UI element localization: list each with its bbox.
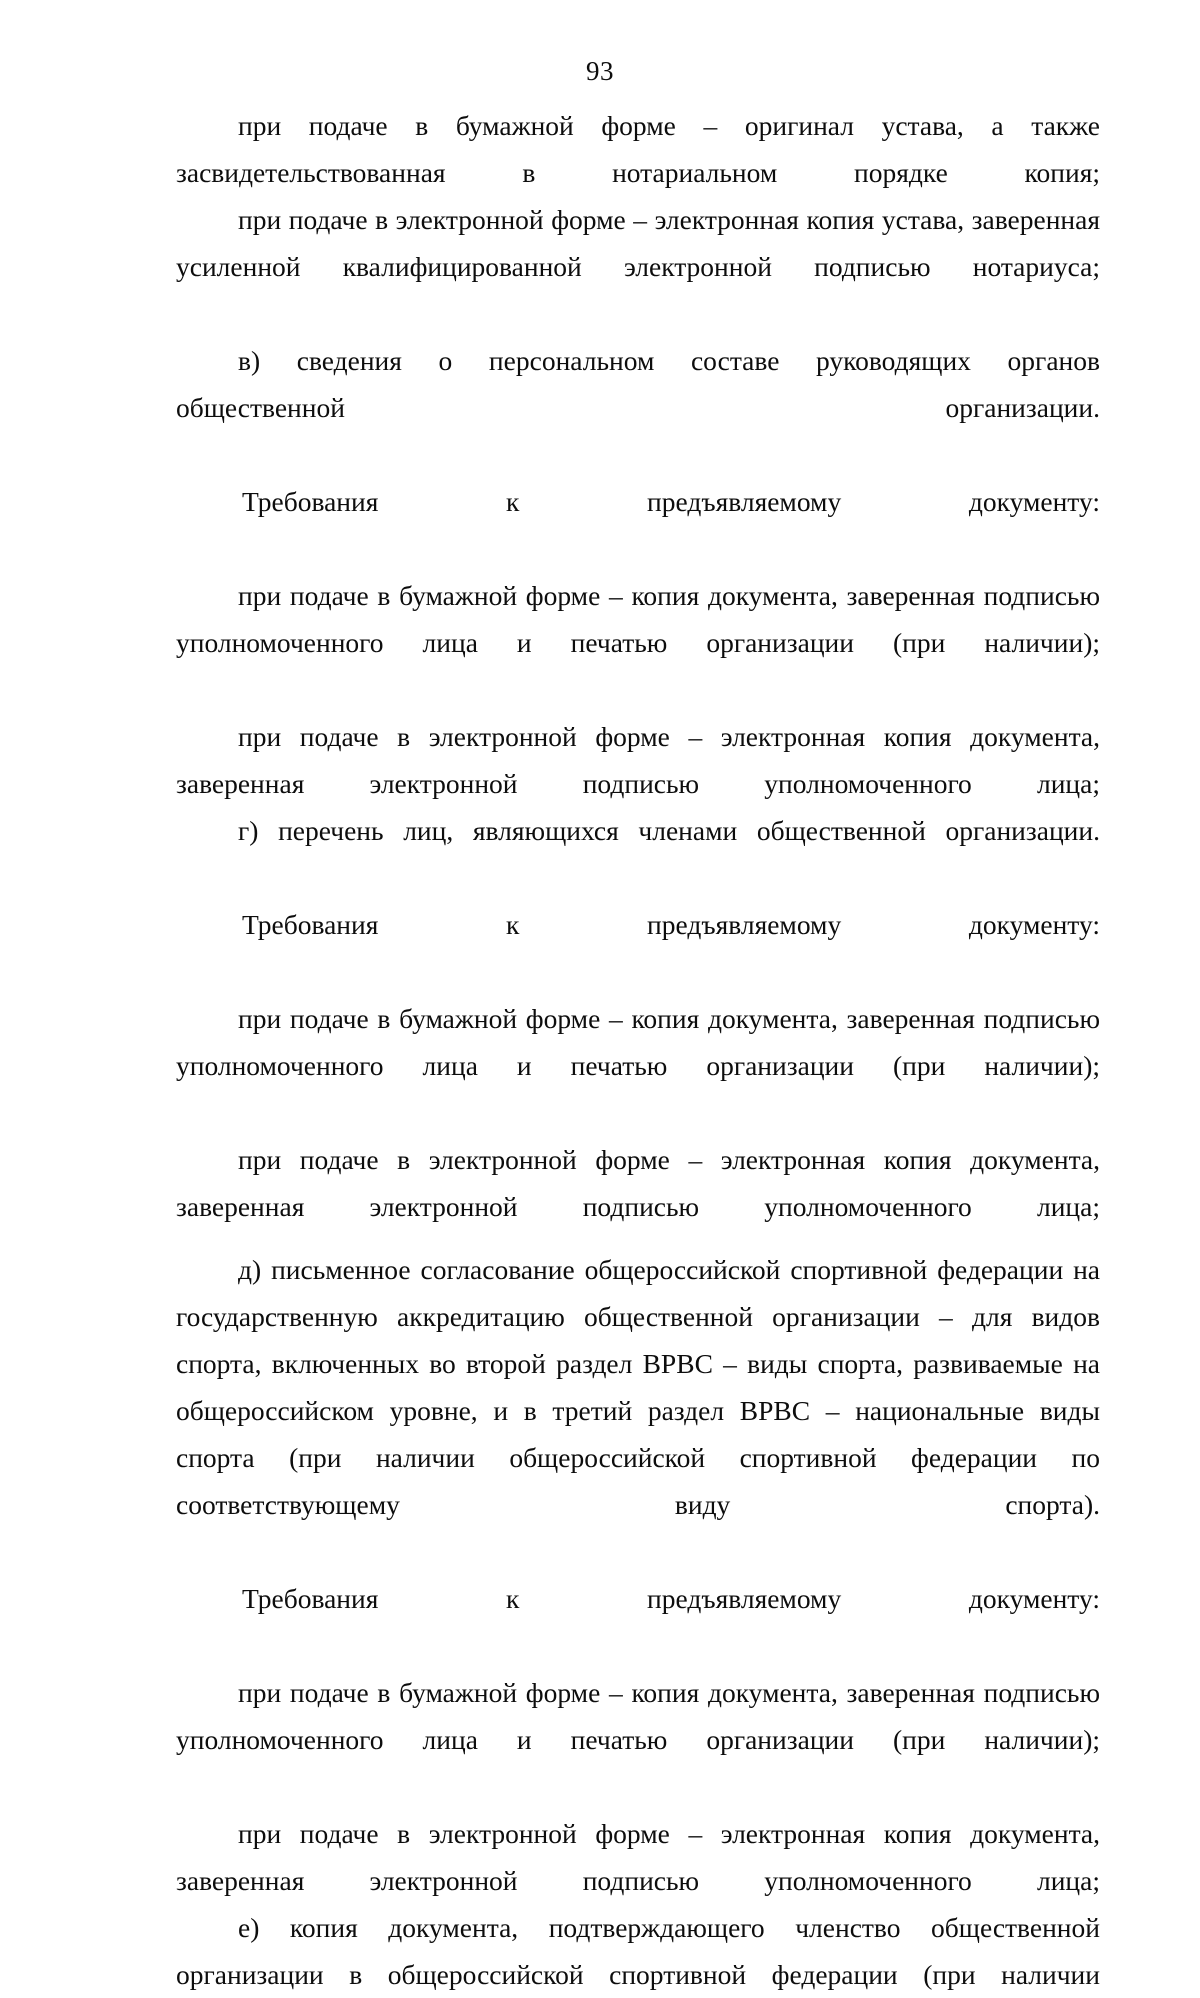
paragraph-p7: г) перечень лиц, являющихся членами общественной организации.: [238, 815, 1100, 846]
paragraph-p13: при подаче в бумажной форме – копия документа, заверенная подписью уполномоченного лица и печатью организации (при наличии);: [176, 1677, 1100, 1755]
paragraph-p12: Требования к предъявляемому документу:: [242, 1583, 1100, 1614]
paragraph-p8: Требования к предъявляемому документу:: [242, 909, 1100, 940]
document-body: [176, 102, 1100, 1998]
paragraph-p5: при подаче в бумажной форме – копия документа, заверенная подписью уполномоченного лица и печатью организации (при наличии);: [176, 580, 1100, 658]
paragraph-p1: при подаче в бумажной форме – оригинал устава, а также засвидетельствованная в нотариальном порядке копия;: [176, 110, 1100, 188]
paragraph-p11: д) письменное согласование общероссийской спортивной федерации на государственную аккредитацию общественной организации – для видов спорта, включенных во второй раздел ВРВС – виды спорта, развиваемые на общероссийском уровне, и в третий раздел ВРВС – национальные виды спорта (при наличии общероссийской спортивной федерации по соответствующему виду спорта).: [176, 1254, 1100, 1520]
paragraph-p14: при подаче в электронной форме – электронная копия документа, заверенная электронной подписью уполномоченного лица;: [176, 1818, 1100, 1896]
paragraph-p9: при подаче в бумажной форме – копия документа, заверенная подписью уполномоченного лица и печатью организации (при наличии);: [176, 1003, 1100, 1081]
paragraph-p10: при подаче в электронной форме – электронная копия документа, заверенная электронной подписью уполномоченного лица;: [176, 1144, 1100, 1222]
page-number: 93: [586, 56, 614, 86]
paragraph-p4: Требования к предъявляемому документу:: [242, 486, 1100, 517]
paragraph-p15: е) копия документа, подтверждающего членство общественной организации в общероссийской спортивной федерации (при наличии: [176, 1912, 1100, 1990]
paragraph-p6: при подаче в электронной форме – электронная копия документа, заверенная электронной подписью уполномоченного лица;: [176, 721, 1100, 799]
paragraph-p2: при подаче в электронной форме – электронная копия устава, заверенная усиленной квалифицированной электронной подписью нотариуса;: [176, 204, 1100, 282]
paragraph-p3: в) сведения о персональном составе руководящих органов общественной организации.: [176, 345, 1100, 423]
